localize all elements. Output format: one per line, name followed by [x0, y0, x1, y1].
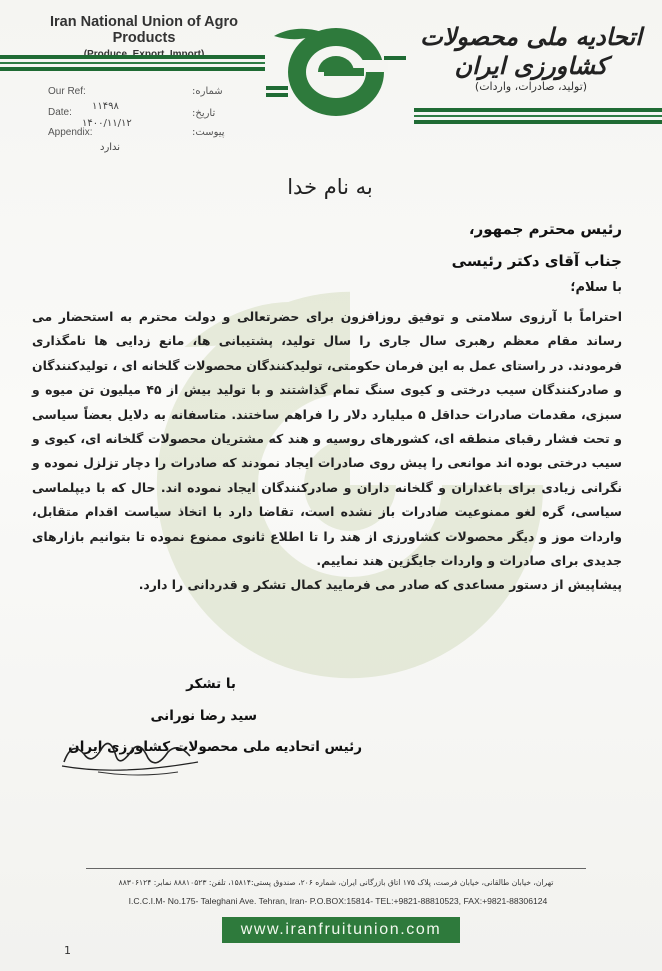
appendix-value: ندارد [100, 142, 121, 153]
recipient-name: جناب آقای دکتر رئیسی [451, 252, 622, 270]
body-paragraph-2: پیشاپیش از دستور مساعدی که صادر می فرمایید کمال تشکر و قدردانی را دارد. [138, 577, 622, 593]
our-ref-label: Our Ref: [48, 86, 86, 97]
date-label: Date: [48, 107, 72, 118]
footer-address-fa: تهران، خیابان طالقانی، خیابان فرصت، پلاک ۱۷۵ اتاق بازرگانی ایران، شماره ۲۰۶، صندوق پستی:۱۵۸۱۴، تلفن: ۸۸۸۱۰۵۲۳ نمابر: ۸۸۳۰۶۱۲۴ [118, 878, 554, 887]
org-name-fa-block [412, 22, 650, 93]
handwritten-signature [58, 732, 208, 780]
appendix-label: Appendix: [48, 127, 93, 138]
greeting: با سلام؛ [570, 280, 622, 295]
signer-name: سید رضا نورانی [150, 708, 257, 724]
closing: با تشکر [186, 676, 236, 692]
date-value: ۱۴۰۰/۱۱/۱۲ [82, 118, 132, 129]
date-label-fa: تاریخ: [192, 108, 216, 119]
org-name-fa: اتحادیه ملی محصولات کشاورزی ایران [420, 22, 642, 80]
our-ref-value: ۱۱۴۹۸ [92, 101, 119, 112]
footer-address-en: I.C.C.I.M- No.175- Taleghani Ave. Tehran, Iran- P.O.BOX:15814- TEL:+9821-88810523, FAX:+9821-88306124 [128, 896, 548, 906]
letter-body [32, 305, 622, 598]
recipient-title: رئیس محترم جمهور، [468, 220, 622, 238]
footer-divider [86, 868, 586, 869]
website-link[interactable]: www.iranfruitunion.com [222, 917, 460, 943]
our-ref-label-fa: شماره: [192, 86, 223, 97]
page-number: 1 [64, 944, 71, 957]
header-stripes-right [414, 108, 662, 127]
org-name-en: Iran National Union of Agro Products [50, 14, 238, 46]
basmala-heading: به نام خدا [287, 175, 373, 199]
header-stripes-left [0, 55, 265, 74]
body-paragraph-1: احتراماً با آرزوی سلامتی و توفیق روزافزون برای حضرتعالی و دولت محترم به استحضار می رساند مقام معظم رهبری سال جاری را سال تولید، پشتیبانی ها، مانع زدایی ها نامگذاری فرمودند. در راستای عمل به این فرمان حکومتی، تولیدکنندگان محصولات گلخانه ای ، تولیدکنندگان و صادرکنندگان سیب درختی و کیوی سنگ تمام گذاشتند و با تولید بیش از ۴۵ میلیون تن میوه و سبزی، مقدمات صادرات حداقل ۵ میلیارد دلار را فراهم ساختند. متاسفانه به دلایل بعضاً سیاسی و تحت فشار رقبای منطقه ای، کشورهای روسیه و هند که مشتریان محصولات گلخانه ای، کیوی و سیب درختی بوده اند موانعی را پیش روی صادرات ایجاد نمودند که صادرات را دچار تزلزل نموده و نگرانی زیادی برای باغداران و گلخانه داران و صادرکنندگان ایجاد نموده اند. حال که با دیپلماسی سیاسی، گره لغو ممنوعیت صادرات باز نشده است، تقاضا دارد با اتخاذ سیاست اقدام متقابل، واردات موز و دیگر محصولات کشاورزی از هند را تا اطلاع ثانوی ممنوع نموده تا بتوانیم بازارهای جدیدی برای صادرات و واردات جایگزین هند نماییم. [32, 309, 623, 569]
union-logo [266, 22, 406, 122]
org-name-en-block [24, 14, 264, 60]
appendix-label-fa: پیوست: [192, 127, 225, 138]
signer-title: رئیس اتحادیه ملی محصولات کشاورزی ایران [68, 739, 362, 755]
org-sub-fa: (تولید، صادرات، واردات) [474, 80, 588, 93]
